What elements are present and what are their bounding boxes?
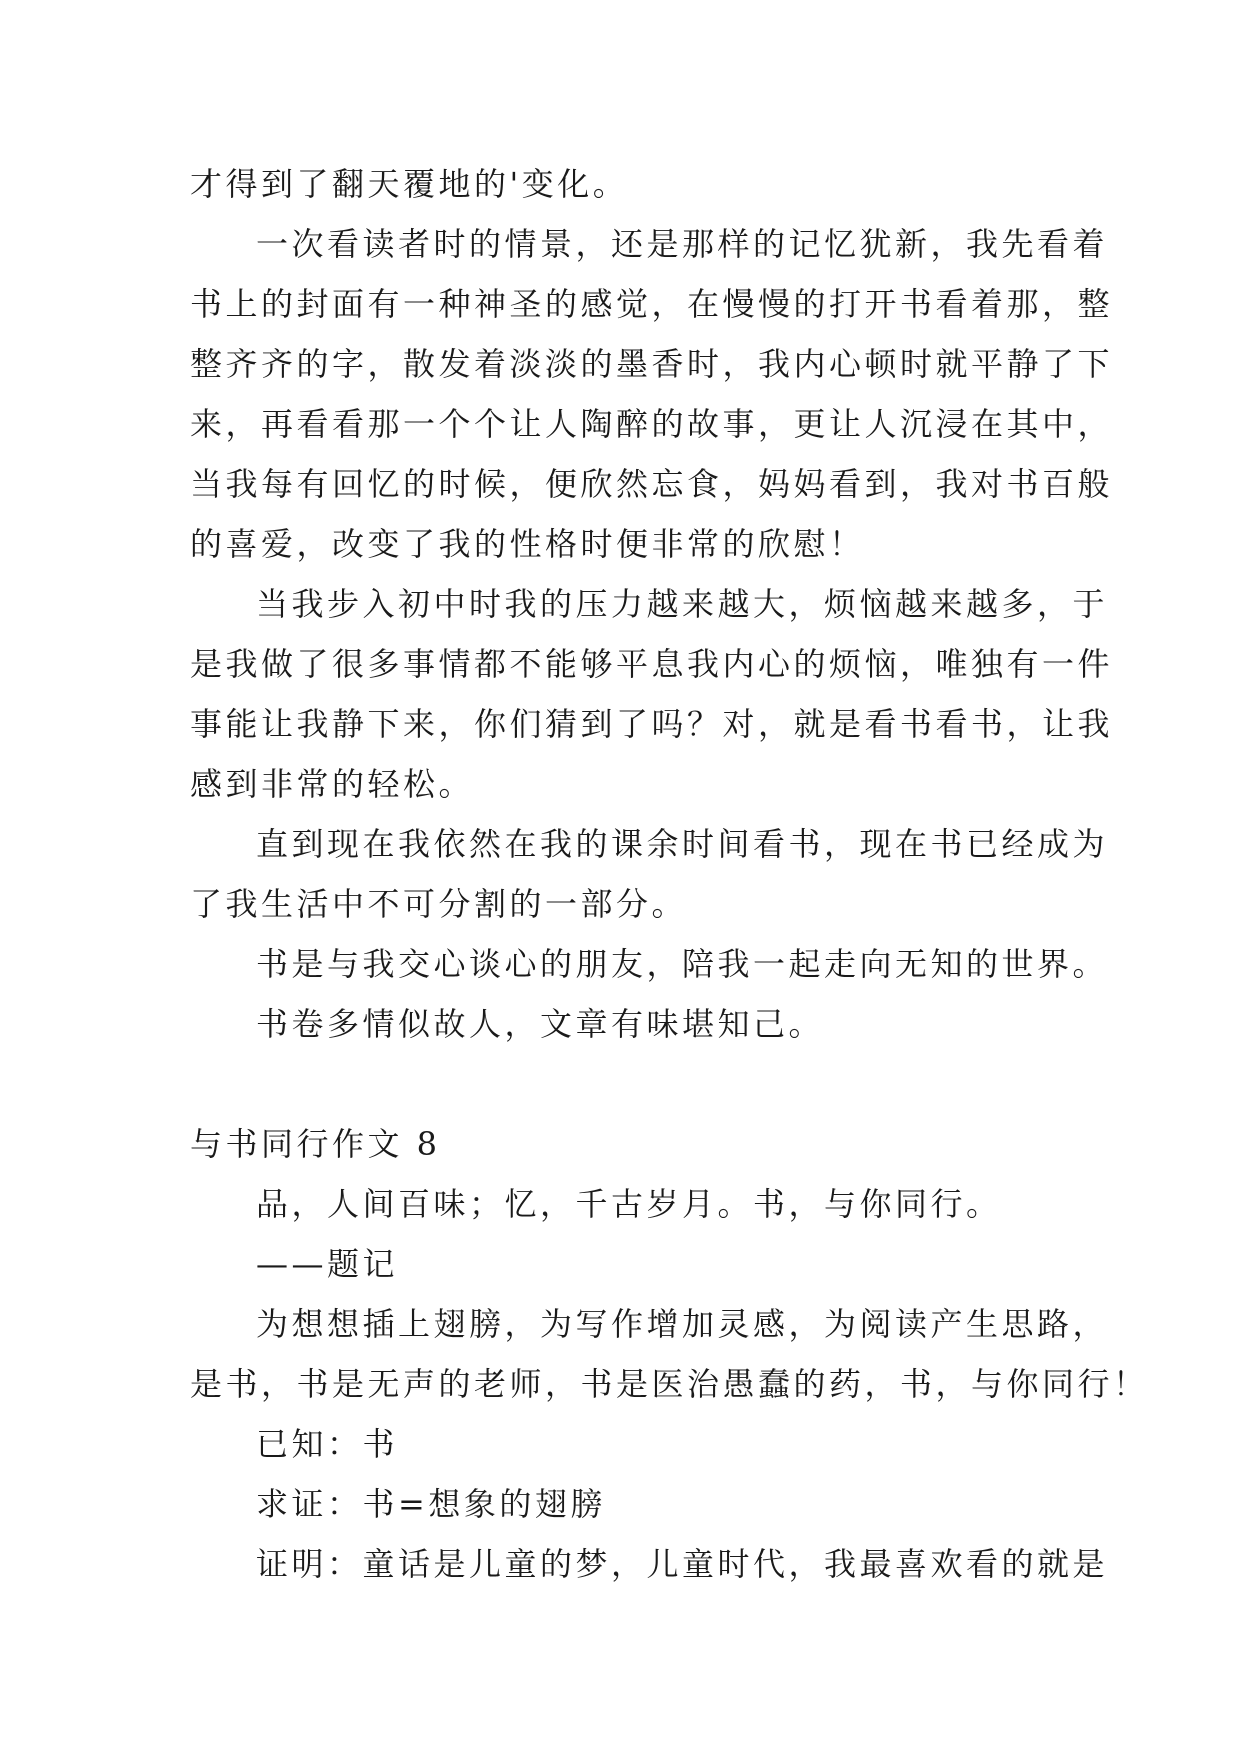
paragraph-line: 品，人间百味；忆，千古岁月。书，与你同行。 xyxy=(256,1185,1002,1223)
paragraph-line: 一次看读者时的情景，还是那样的记忆犹新，我先看着 xyxy=(256,225,1109,263)
paragraph-line: 是我做了很多事情都不能够平息我内心的烦恼，唯独有一件 xyxy=(190,645,1114,683)
paragraph-line: 为想想插上翅膀，为写作增加灵感，为阅读产生思路， xyxy=(256,1305,1109,1343)
paragraph-line: 来，再看看那一个个让人陶醉的故事，更让人沉浸在其中， xyxy=(190,405,1114,443)
paragraph-line: 书上的封面有一种神圣的感觉，在慢慢的打开书看着那，整 xyxy=(190,285,1114,323)
paragraph-line: 书是与我交心谈心的朋友，陪我一起走向无知的世界。 xyxy=(256,945,1109,983)
paragraph-line: 了我生活中不可分割的一部分。 xyxy=(190,885,688,923)
paragraph-line: 感到非常的轻松。 xyxy=(190,765,475,803)
paragraph-line: 整齐齐的字，散发着淡淡的墨香时，我内心顿时就平静了下 xyxy=(190,345,1114,383)
paragraph-line: 书卷多情似故人，文章有味堪知己。 xyxy=(256,1005,825,1043)
paragraph-line: 事能让我静下来，你们猜到了吗？对，就是看书看书，让我 xyxy=(190,705,1114,743)
paragraph-line: 是书，书是无声的老师，书是医治愚蠢的药，书，与你同行！ xyxy=(190,1365,1149,1403)
paragraph-line: ——题记 xyxy=(256,1245,399,1283)
paragraph-line: 直到现在我依然在我的课余时间看书，现在书已经成为 xyxy=(256,825,1109,863)
paragraph-line: 当我步入初中时我的压力越来越大，烦恼越来越多，于 xyxy=(256,585,1109,623)
paragraph-line: 的喜爱，改变了我的性格时便非常的欣慰！ xyxy=(190,525,865,563)
section-heading: 与书同行作文 8 xyxy=(190,1125,441,1163)
paragraph-line: 当我每有回忆的时候，便欣然忘食，妈妈看到，我对书百般 xyxy=(190,465,1114,503)
paragraph-line: 求证：书=想象的翅膀 xyxy=(256,1485,606,1523)
paragraph-line: 证明：童话是儿童的梦，儿童时代，我最喜欢看的就是 xyxy=(256,1545,1109,1583)
paragraph-line: 已知：书 xyxy=(256,1425,399,1463)
paragraph-line: 才得到了翻天覆地的'变化。 xyxy=(190,165,629,203)
